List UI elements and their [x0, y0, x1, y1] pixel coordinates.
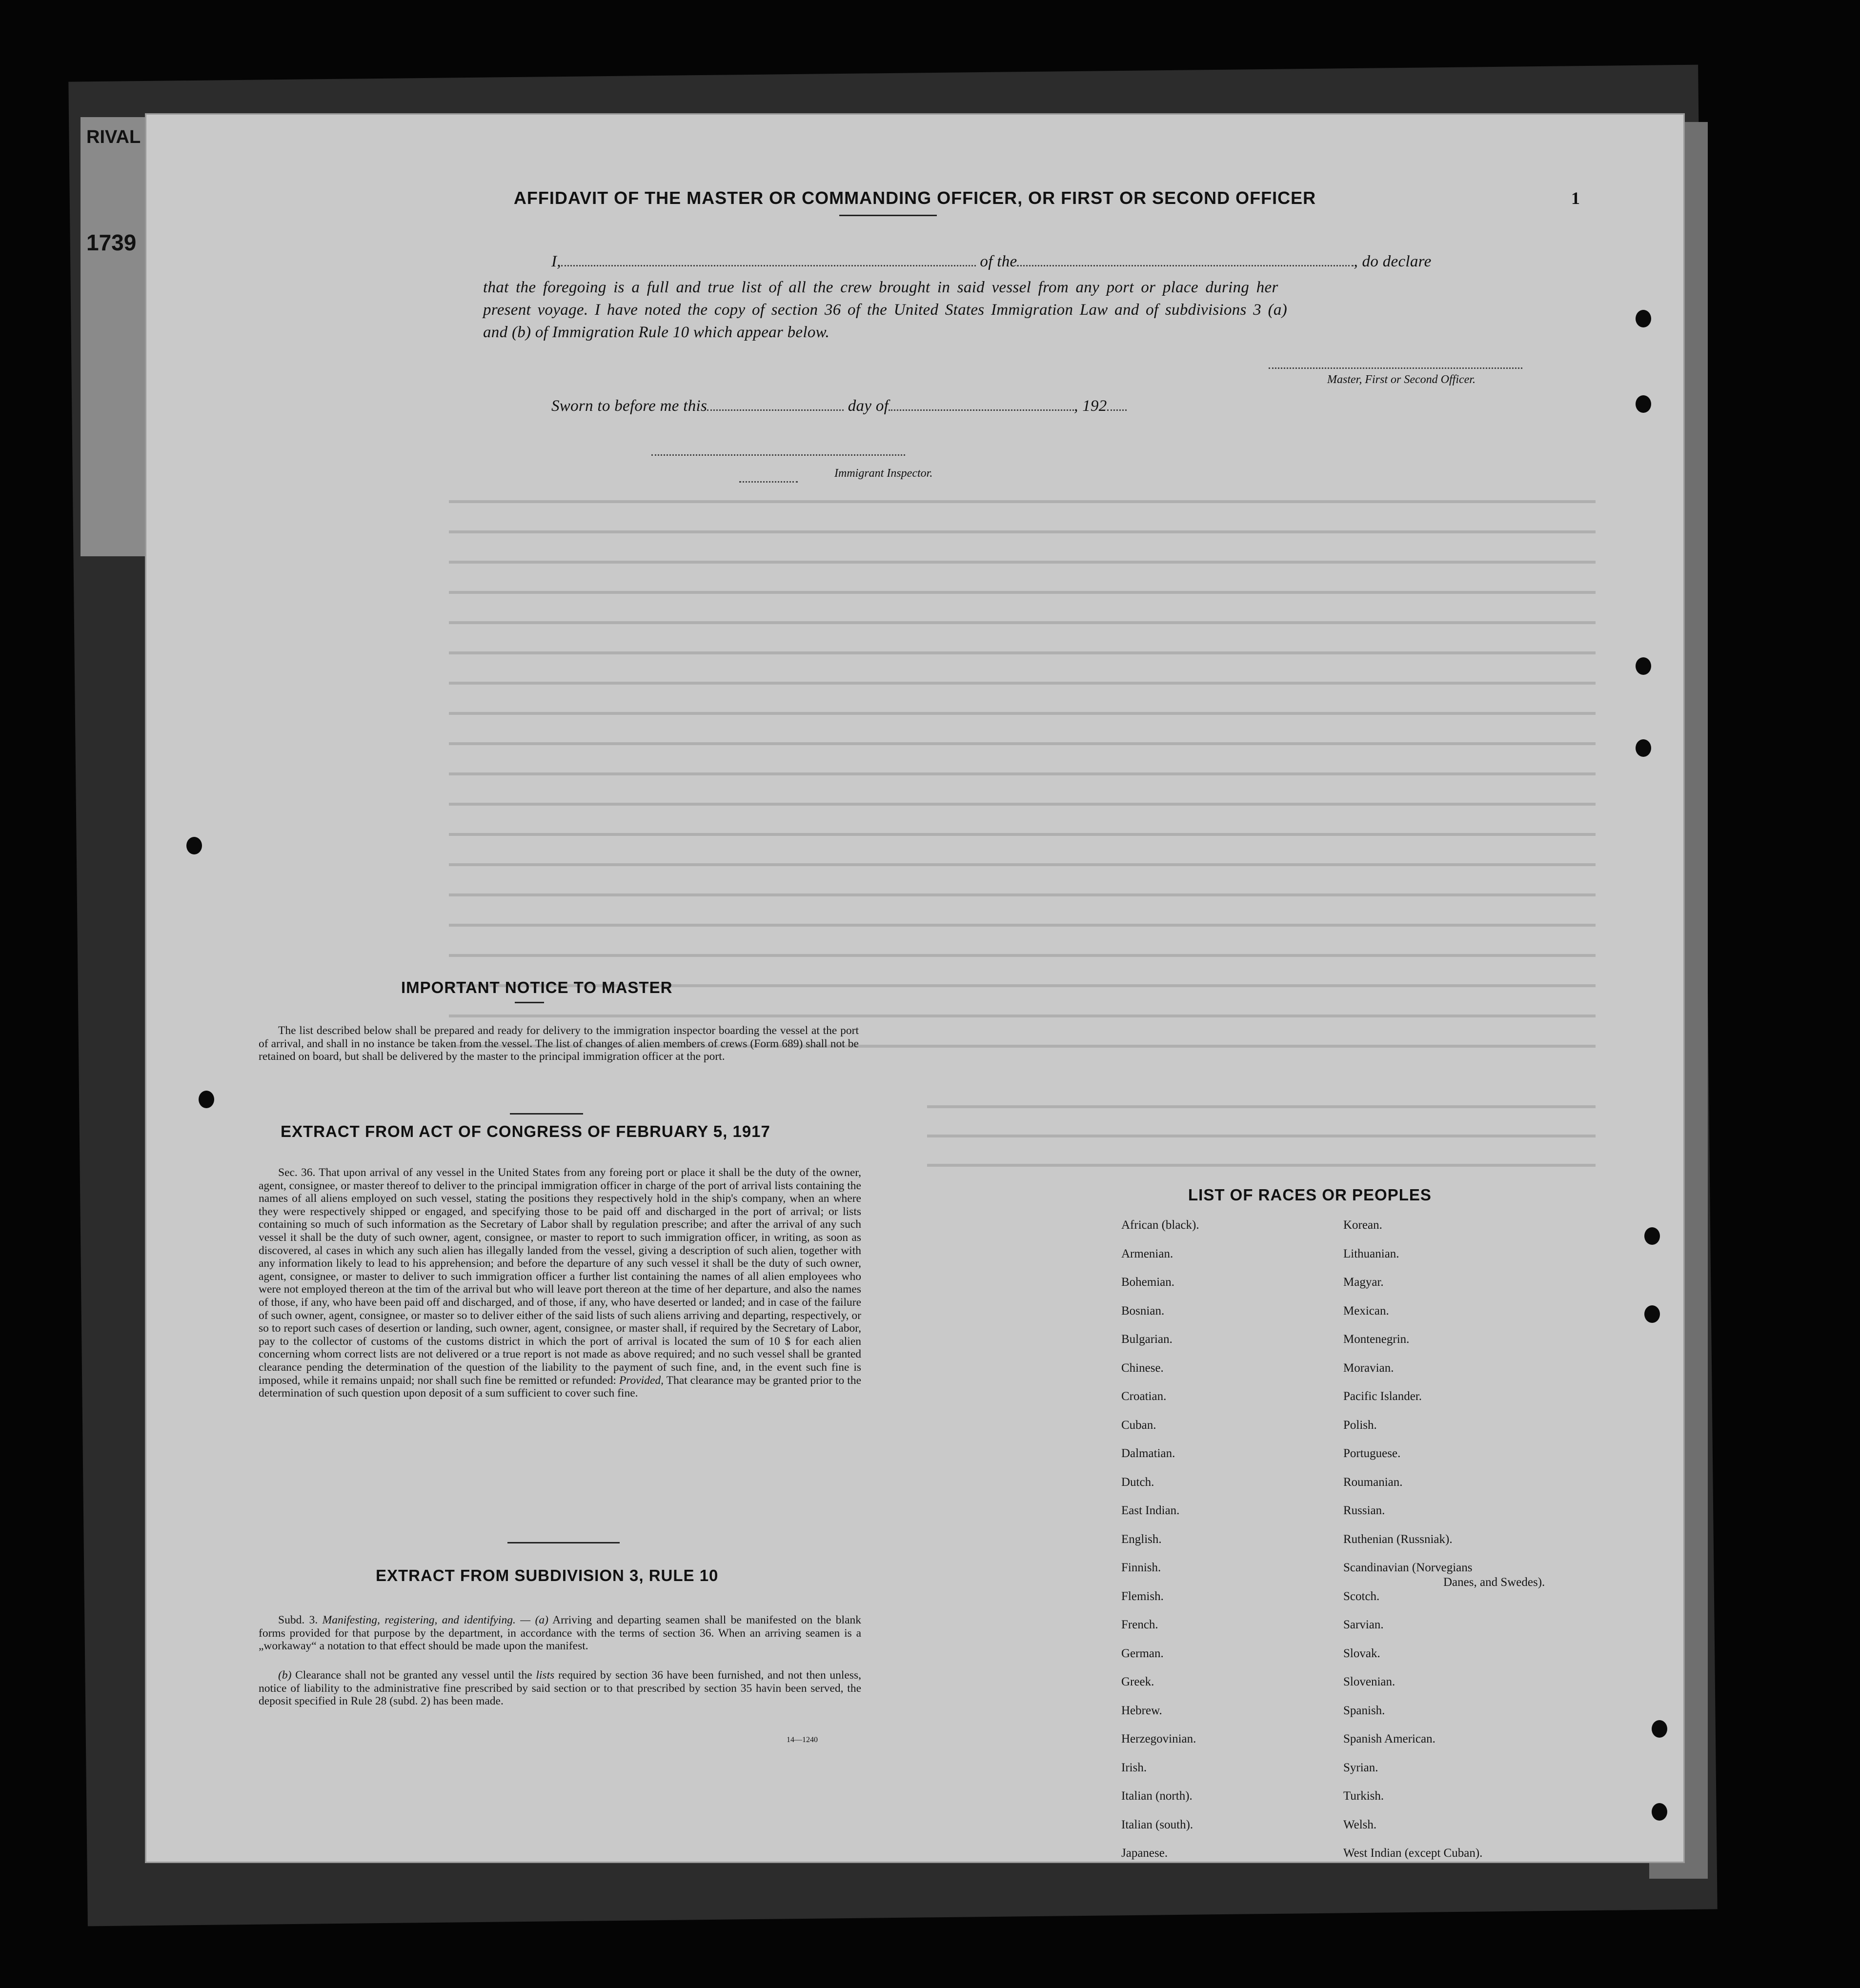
notice-text: The list described below shall be prepared and ready for delivery to the immigration inspector boarding the vessel at the port of arrival, and shall in no instance be taken from the vessel. The list of changes of alien members of crews (Form 689) shall not be retained on board, but shall be delivered by the master to the principal immigration officer at the port. — [259, 1024, 859, 1063]
name-blank — [561, 252, 976, 266]
race-item-left-9: Dutch. — [1121, 1475, 1154, 1489]
race-item-right-0: Korean. — [1343, 1218, 1382, 1232]
race-item-left-1: Armenian. — [1121, 1247, 1173, 1260]
race-item-left-15: German. — [1121, 1646, 1164, 1660]
race-item-left-8: Dalmatian. — [1121, 1447, 1175, 1460]
sworn-line — [483, 397, 1127, 415]
month-blank — [889, 397, 1074, 411]
punch-hole — [1636, 395, 1651, 413]
master-label: Master, First or Second Officer. — [1327, 373, 1476, 386]
race-item-right-9: Roumanian. — [1343, 1475, 1403, 1489]
act-provided: Provided, — [619, 1374, 664, 1387]
affidavit-line-3: present voyage. I have noted the copy of section 36 of the United States Immigration Law and of subdivisions 3 (a) — [483, 301, 1287, 319]
race-item-continuation: Danes, and Swedes). — [1443, 1576, 1545, 1589]
punch-hole — [1652, 1803, 1667, 1821]
race-item-left-21: Italian (south). — [1121, 1818, 1193, 1831]
left-tab-text-2: 1739 — [86, 230, 137, 255]
rule10-b-label: (b) — [278, 1669, 292, 1682]
race-item-left-0: African (black). — [1121, 1218, 1199, 1232]
rule10-subd-heading: Manifesting, registering, and identifying. — [322, 1614, 516, 1626]
affidavit-line-4: and (b) of Immigration Rule 10 which appear below. — [483, 324, 830, 341]
punch-hole — [1652, 1720, 1667, 1738]
race-item-left-18: Herzegovinian. — [1121, 1732, 1196, 1745]
race-item-right-7: Polish. — [1343, 1418, 1377, 1432]
race-item-left-14: French. — [1121, 1618, 1158, 1631]
affidavit-line-2: that the foregoing is a full and true list of all the crew brought in said vessel from any port or place during her — [483, 279, 1278, 296]
sworn-year: , 192 — [1074, 397, 1107, 415]
act-text — [259, 1166, 861, 1400]
race-item-right-20: Turkish. — [1343, 1789, 1384, 1803]
affidavit-line-1 — [483, 252, 1432, 271]
punch-hole — [1636, 310, 1651, 327]
rule10-title: EXTRACT FROM SUBDIVISION 3, RULE 10 — [376, 1566, 719, 1584]
race-item-right-22: West Indian (except Cuban). — [1343, 1846, 1483, 1860]
punch-hole — [1644, 1227, 1660, 1245]
title-rule — [839, 215, 937, 216]
race-item-right-3: Mexican. — [1343, 1304, 1389, 1318]
rule10-text-a — [259, 1614, 861, 1653]
left-tab-text-1: RIVAL — [86, 127, 141, 147]
race-item-right-8: Portuguese. — [1343, 1447, 1401, 1460]
form-number: 14—1240 — [787, 1736, 818, 1744]
affidavit-declare: , do declare — [1354, 253, 1432, 270]
race-item-left-4: Bulgarian. — [1121, 1333, 1173, 1346]
race-item-right-1: Lithuanian. — [1343, 1247, 1399, 1260]
race-item-left-7: Cuban. — [1121, 1418, 1156, 1432]
sworn-text: Sworn to before me this — [551, 397, 708, 415]
affidavit-i: I, — [551, 253, 561, 270]
divider-rule — [510, 1113, 583, 1115]
rule10-a-body: Arriving and departing seamen shall be manifested on the blank forms provided for that purpose by the department, in accordance with the terms of section 36. When an arriving seamen is a „workaway“ a notation to that effect should be made upon the manifest. — [259, 1614, 862, 1653]
divider-rule-2 — [507, 1542, 620, 1543]
day-blank — [707, 397, 844, 411]
rule10-b-lists: lists — [536, 1669, 555, 1682]
race-item-left-16: Greek. — [1121, 1675, 1154, 1688]
punch-hole — [199, 1091, 214, 1108]
race-item-left-2: Bohemian. — [1121, 1276, 1175, 1289]
act-title: EXTRACT FROM ACT OF CONGRESS OF FEBRUARY 5, 1917 — [281, 1122, 770, 1140]
race-item-right-5: Moravian. — [1343, 1361, 1394, 1375]
act-body: That upon arrival of any vessel in the United States from any foreing port or place it shall be the duty of the owner, agent, consignee, or master thereof to deliver to the principal immigration officer in charge of the port of arrival lists containing the names of all aliens employed on such vessel, stating the positions they respectively hold in the ship's company, when an where they were respectively shipped or engaged, and specifying those to be paid off and discharged in the port of arrival; or lists containing so much of such information as the Secretary of Labor shall by regulation prescribe; and after the arrival of any such vessel it shall be the duty of such owner, agent, consignee, or master to report to such immigration officer, in writing, as soon as discovered, al cases in which any such alien has illegally landed from the vessel, giving a description of such alien, together with any information likely to lead to his apprehension; and before the departure of any such vessel it shall be the duty of such owner, agent, consignee, or master to deliver to such immigration officer a further list containing the names of all alien employees who were not employed thereon at the tim of the arrival but who will leave port thereon at the time of her departure, and also the names of those, if any, who have been paid off and discharged, and of those, if any, who have deserted or landed; and in case of the failure of such owner, agent, consignee, or master so to deliver either of the said lists of such aliens arriving and departing, respectively, or so to report such cases of desertion or landing, such owner, agent, consignee, or master shall, if required by the Secretary of Labor, pay to the collector of customs of the customs district in which the port of arrival is located the sum of 10 $ for each alien concerning whom correct lists are not delivered or a true report is not made as above required; and no such vessel shall be granted clearance pending the determination of the question of the liability to the payment of such fine, and, in the event such fine is imposed, while it remains unpaid; nor shall such fine be remitted or refunded: — [259, 1166, 862, 1387]
sworn-day-of: day of — [848, 397, 889, 415]
inspector-label: Immigrant Inspector. — [834, 467, 933, 480]
race-item-right-6: Pacific Islander. — [1343, 1390, 1422, 1403]
punch-hole — [1644, 1305, 1660, 1323]
races-title: LIST OF RACES OR PEOPLES — [1188, 1186, 1432, 1204]
rule10-text-b — [259, 1669, 861, 1708]
race-item-right-15: Slovak. — [1343, 1646, 1380, 1660]
rule10-b-body-2: required by section 36 have been furnished, and not then unless, notice of liability to the administrative fine prescribed by said section or to that prescribed by section 35 havin been served, the deposit specified in Rule 28 (subd. 2) has been made. — [259, 1669, 862, 1708]
race-item-left-5: Chinese. — [1121, 1361, 1164, 1375]
punch-hole — [1636, 739, 1651, 757]
notice-rule — [515, 1002, 544, 1003]
race-item-right-17: Spanish. — [1343, 1704, 1385, 1717]
inspector-signature-line — [651, 442, 905, 456]
rule10-a-label: — (a) — [520, 1614, 548, 1626]
inspector-prefix-line — [739, 468, 798, 483]
race-item-left-19: Irish. — [1121, 1761, 1147, 1774]
race-item-right-2: Magyar. — [1343, 1276, 1384, 1289]
notice-title: IMPORTANT NOTICE TO MASTER — [401, 978, 673, 996]
vessel-blank — [1017, 252, 1354, 266]
rule10-subd-label: Subd. 3. — [278, 1614, 318, 1626]
race-item-left-12: Finnish. — [1121, 1561, 1161, 1574]
race-item-right-4: Montenegrin. — [1343, 1333, 1410, 1346]
punch-hole — [1636, 657, 1651, 675]
race-item-right-16: Slovenian. — [1343, 1675, 1395, 1688]
race-item-right-13: Scotch. — [1343, 1589, 1380, 1603]
race-item-right-10: Russian. — [1343, 1504, 1385, 1517]
race-item-left-6: Croatian. — [1121, 1390, 1167, 1403]
race-item-right-14: Sarvian. — [1343, 1618, 1384, 1631]
race-item-right-11: Ruthenian (Russniak). — [1343, 1532, 1453, 1546]
race-item-left-3: Bosnian. — [1121, 1304, 1165, 1318]
race-item-left-20: Italian (north). — [1121, 1789, 1193, 1803]
race-item-left-13: Flemish. — [1121, 1589, 1164, 1603]
page-mark: 1 — [1571, 188, 1580, 208]
act-body-end: That clearance may be granted prior to the determination of such question upon deposit of a sum sufficient to cover such fine. — [259, 1374, 862, 1400]
race-item-right-18: Spanish American. — [1343, 1732, 1435, 1745]
document-page — [146, 115, 1683, 1862]
affidavit-title: AFFIDAVIT OF THE MASTER OR COMMANDING OFFICER, OR FIRST OR SECOND OFFICER — [513, 188, 1316, 208]
act-sec-label: Sec. 36. — [278, 1166, 316, 1179]
race-item-right-12: Scandinavian (Norvegians — [1343, 1561, 1473, 1574]
race-item-left-11: English. — [1121, 1532, 1162, 1546]
race-item-left-17: Hebrew. — [1121, 1704, 1162, 1717]
race-item-right-21: Welsh. — [1343, 1818, 1377, 1831]
race-item-left-22: Japanese. — [1121, 1846, 1168, 1860]
rule10-b-body-1: Clearance shall not be granted any vessel until the — [295, 1669, 532, 1682]
year-blank — [1107, 397, 1127, 411]
affidavit-of-the: of the — [980, 253, 1017, 270]
punch-hole — [186, 837, 202, 854]
race-item-right-19: Syrian. — [1343, 1761, 1378, 1774]
master-signature-line — [1269, 355, 1522, 369]
race-item-left-10: East Indian. — [1121, 1504, 1180, 1517]
